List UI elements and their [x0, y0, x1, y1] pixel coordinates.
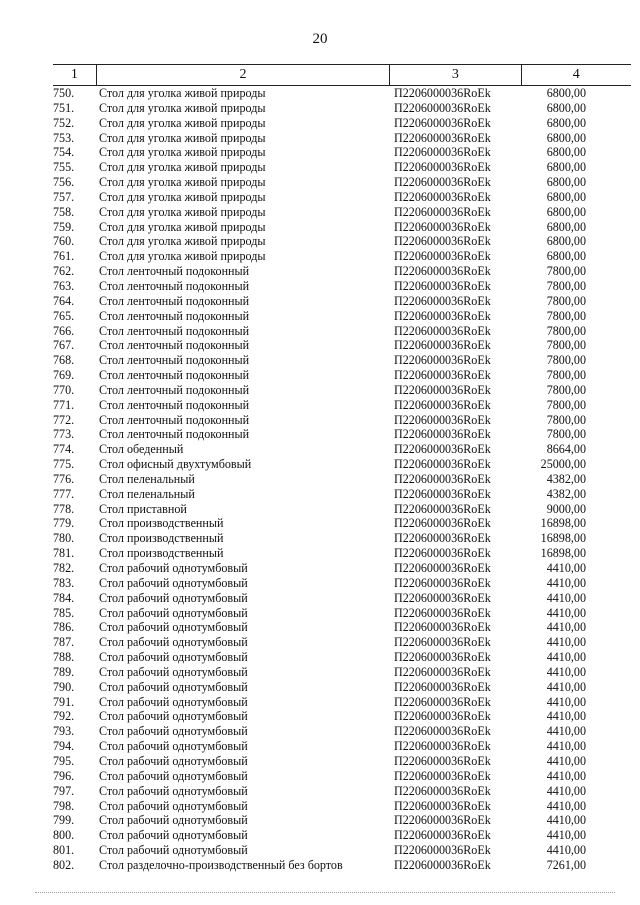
table-row — [53, 635, 631, 650]
item-name: Стол рабочий однотумбовый — [99, 813, 248, 828]
item-price: 4410,00 — [546, 635, 586, 650]
item-name: Стол рабочий однотумбовый — [99, 753, 248, 768]
item-name: Стол приставной — [99, 501, 187, 516]
item-code: П2206000036RoEk — [394, 145, 491, 160]
row-number: 750. — [53, 86, 75, 100]
table-row — [53, 531, 631, 546]
item-name: Стол для уголка живой природы — [99, 160, 266, 175]
table-row — [53, 784, 631, 799]
item-code: П2206000036RoEk — [394, 427, 491, 442]
item-code: П2206000036RoEk — [394, 115, 491, 130]
row-number: 795. — [53, 753, 75, 768]
item-price: 4410,00 — [546, 798, 586, 813]
item-name: Стол производственный — [99, 531, 224, 546]
table-row — [53, 175, 631, 190]
item-price: 6800,00 — [546, 115, 586, 130]
item-code: П2206000036RoEk — [394, 561, 491, 575]
item-name: Стол ленточный подоконный — [99, 353, 250, 368]
item-code: П2206000036RoEk — [394, 442, 491, 457]
row-number: 778. — [53, 501, 75, 516]
table-row — [53, 813, 631, 828]
row-number: 789. — [53, 664, 75, 679]
item-name: Стол для уголка живой природы — [99, 249, 266, 264]
item-price: 6800,00 — [546, 249, 586, 264]
row-number: 767. — [53, 338, 75, 353]
header-col-1: 1 — [70, 67, 78, 82]
item-price: 16898,00 — [540, 531, 586, 546]
table-row — [53, 234, 631, 249]
item-price: 4410,00 — [546, 739, 586, 754]
item-name: Стол рабочий однотумбовый — [99, 828, 248, 843]
table-row — [53, 116, 631, 131]
item-name: Стол рабочий однотумбовый — [99, 605, 248, 620]
item-price: 6800,00 — [546, 130, 586, 145]
row-number: 759. — [53, 219, 75, 234]
item-code: П2206000036RoEk — [394, 739, 491, 754]
item-code: П2206000036RoEk — [394, 86, 491, 100]
table-row — [53, 695, 631, 710]
row-number: 752. — [53, 115, 75, 130]
item-price: 7800,00 — [546, 353, 586, 368]
row-number: 773. — [53, 427, 75, 442]
row-number: 751. — [53, 100, 75, 115]
table-row — [53, 457, 631, 472]
table-row — [53, 561, 631, 576]
item-code: П2206000036RoEk — [394, 175, 491, 190]
table-row — [53, 190, 631, 205]
item-price: 7800,00 — [546, 382, 586, 397]
item-name: Стол рабочий однотумбовый — [99, 561, 248, 575]
row-number: 796. — [53, 768, 75, 783]
row-number: 797. — [53, 783, 75, 798]
item-code: П2206000036RoEk — [394, 412, 491, 427]
item-price: 4410,00 — [546, 679, 586, 694]
item-price: 4382,00 — [546, 486, 586, 501]
item-code: П2206000036RoEk — [394, 368, 491, 383]
item-price: 4410,00 — [546, 620, 586, 635]
item-name: Стол рабочий однотумбовый — [99, 739, 248, 754]
row-number: 776. — [53, 471, 75, 486]
item-name: Стол рабочий однотумбовый — [99, 635, 248, 650]
item-code: П2206000036RoEk — [394, 204, 491, 219]
item-price: 4382,00 — [546, 471, 586, 486]
item-name: Стол рабочий однотумбовый — [99, 679, 248, 694]
row-number: 780. — [53, 531, 75, 546]
item-code: П2206000036RoEk — [394, 531, 491, 546]
table-row — [53, 249, 631, 264]
table-row — [53, 220, 631, 235]
item-code: П2206000036RoEk — [394, 546, 491, 561]
row-number: 770. — [53, 382, 75, 397]
row-number: 769. — [53, 368, 75, 383]
row-number: 793. — [53, 724, 75, 739]
row-number: 775. — [53, 457, 75, 472]
row-number: 802. — [53, 857, 75, 872]
table-row — [53, 620, 631, 635]
table-row — [53, 739, 631, 754]
table-row — [53, 427, 631, 442]
item-code: П2206000036RoEk — [394, 650, 491, 665]
table-row — [53, 160, 631, 175]
item-code: П2206000036RoEk — [394, 753, 491, 768]
row-number: 761. — [53, 249, 75, 264]
table-row — [53, 398, 631, 413]
item-name: Стол для уголка живой природы — [99, 175, 266, 190]
item-code: П2206000036RoEk — [394, 323, 491, 338]
item-price: 9000,00 — [546, 501, 586, 516]
table-row — [53, 324, 631, 339]
row-number: 755. — [53, 160, 75, 175]
row-number: 794. — [53, 739, 75, 754]
row-number: 781. — [53, 546, 75, 561]
item-price: 4410,00 — [546, 843, 586, 858]
item-price: 4410,00 — [546, 590, 586, 605]
item-name: Стол рабочий однотумбовый — [99, 843, 248, 858]
item-name: Стол рабочий однотумбовый — [99, 664, 248, 679]
table-body — [53, 86, 631, 873]
item-name: Стол пеленальный — [99, 486, 195, 501]
table-row — [53, 546, 631, 561]
table-row — [53, 487, 631, 502]
item-code: П2206000036RoEk — [394, 353, 491, 368]
item-name: Стол ленточный подоконный — [99, 397, 250, 412]
row-number: 800. — [53, 828, 75, 843]
item-code: П2206000036RoEk — [394, 249, 491, 264]
item-name: Стол производственный — [99, 516, 224, 531]
table-row — [53, 754, 631, 769]
table-row — [53, 442, 631, 457]
table-row — [53, 709, 631, 724]
table-row — [53, 205, 631, 220]
item-code: П2206000036RoEk — [394, 308, 491, 323]
item-code: П2206000036RoEk — [394, 130, 491, 145]
table-row — [53, 472, 631, 487]
item-name: Стол ленточный подоконный — [99, 412, 250, 427]
item-code: П2206000036RoEk — [394, 457, 491, 472]
row-number: 791. — [53, 694, 75, 709]
footer-divider — [35, 892, 615, 894]
row-number: 788. — [53, 650, 75, 665]
item-name: Стол для уголка живой природы — [99, 145, 266, 160]
item-name: Стол рабочий однотумбовый — [99, 575, 248, 590]
item-price: 7800,00 — [546, 427, 586, 442]
table-row — [53, 680, 631, 695]
table-row — [53, 86, 631, 101]
row-number: 777. — [53, 486, 75, 501]
row-number: 753. — [53, 130, 75, 145]
item-name: Стол ленточный подоконный — [99, 427, 250, 442]
item-price: 6800,00 — [546, 100, 586, 115]
item-name: Стол ленточный подоконный — [99, 293, 250, 308]
table-row — [53, 101, 631, 116]
item-price: 4410,00 — [546, 753, 586, 768]
item-price: 6800,00 — [546, 145, 586, 160]
item-name: Стол ленточный подоконный — [99, 278, 250, 293]
row-number: 786. — [53, 620, 75, 635]
item-name: Стол рабочий однотумбовый — [99, 798, 248, 813]
table-row — [53, 591, 631, 606]
item-price: 16898,00 — [540, 546, 586, 561]
row-number: 766. — [53, 323, 75, 338]
table-row — [53, 843, 631, 858]
item-price: 7800,00 — [546, 308, 586, 323]
item-code: П2206000036RoEk — [394, 382, 491, 397]
table-row — [53, 516, 631, 531]
item-name: Стол для уголка живой природы — [99, 130, 266, 145]
item-code: П2206000036RoEk — [394, 575, 491, 590]
table-row — [53, 413, 631, 428]
item-name: Стол рабочий однотумбовый — [99, 590, 248, 605]
item-price: 25000,00 — [540, 457, 586, 472]
item-name: Стол ленточный подоконный — [99, 323, 250, 338]
item-price: 4410,00 — [546, 768, 586, 783]
item-price: 7261,00 — [546, 857, 586, 872]
item-name: Стол пеленальный — [99, 471, 195, 486]
row-number: 760. — [53, 234, 75, 249]
item-price: 4410,00 — [546, 650, 586, 665]
item-code: П2206000036RoEk — [394, 724, 491, 739]
item-name: Стол ленточный подоконный — [99, 264, 250, 279]
row-number: 768. — [53, 353, 75, 368]
item-price: 4410,00 — [546, 575, 586, 590]
item-price: 6800,00 — [546, 175, 586, 190]
item-code: П2206000036RoEk — [394, 338, 491, 353]
item-name: Стол ленточный подоконный — [99, 308, 250, 323]
table-row — [53, 368, 631, 383]
item-name: Стол для уголка живой природы — [99, 86, 266, 100]
item-name: Стол для уголка живой природы — [99, 234, 266, 249]
item-code: П2206000036RoEk — [394, 100, 491, 115]
header-col-4: 4 — [521, 65, 631, 85]
table-row — [53, 769, 631, 784]
item-code: П2206000036RoEk — [394, 768, 491, 783]
item-price: 6800,00 — [546, 204, 586, 219]
item-code: П2206000036RoEk — [394, 635, 491, 650]
row-number: 785. — [53, 605, 75, 620]
item-price: 7800,00 — [546, 368, 586, 383]
item-code: П2206000036RoEk — [394, 234, 491, 249]
item-name: Стол обеденный — [99, 442, 184, 457]
item-code: П2206000036RoEk — [394, 709, 491, 724]
item-code: П2206000036RoEk — [394, 219, 491, 234]
item-name: Стол рабочий однотумбовый — [99, 783, 248, 798]
item-price: 4410,00 — [546, 813, 586, 828]
table-row — [53, 294, 631, 309]
item-code: П2206000036RoEk — [394, 620, 491, 635]
item-price: 4410,00 — [546, 709, 586, 724]
table-row — [53, 279, 631, 294]
item-code: П2206000036RoEk — [394, 857, 491, 872]
item-code: П2206000036RoEk — [394, 828, 491, 843]
item-code: П2206000036RoEk — [394, 278, 491, 293]
table-header — [53, 64, 631, 86]
row-number: 798. — [53, 798, 75, 813]
row-number: 792. — [53, 709, 75, 724]
table-row — [53, 131, 631, 146]
item-name: Стол ленточный подоконный — [99, 382, 250, 397]
item-price: 4410,00 — [546, 561, 586, 575]
item-price: 4410,00 — [546, 828, 586, 843]
row-number: 784. — [53, 590, 75, 605]
item-code: П2206000036RoEk — [394, 813, 491, 828]
item-price: 8664,00 — [546, 442, 586, 457]
item-code: П2206000036RoEk — [394, 471, 491, 486]
item-code: П2206000036RoEk — [394, 590, 491, 605]
row-number: 771. — [53, 397, 75, 412]
row-number: 782. — [53, 561, 75, 575]
item-code: П2206000036RoEk — [394, 783, 491, 798]
table-row — [53, 353, 631, 368]
item-name: Стол производственный — [99, 546, 224, 561]
row-number: 756. — [53, 175, 75, 190]
item-code: П2206000036RoEk — [394, 516, 491, 531]
item-price: 7800,00 — [546, 264, 586, 279]
item-price: 6800,00 — [546, 86, 586, 100]
item-name: Стол для уголка живой природы — [99, 204, 266, 219]
table-row — [53, 858, 631, 873]
item-code: П2206000036RoEk — [394, 679, 491, 694]
page-number: 20 — [312, 31, 328, 47]
item-name: Стол для уголка живой природы — [99, 115, 266, 130]
table-row — [53, 828, 631, 843]
item-name: Стол рабочий однотумбовый — [99, 709, 248, 724]
item-price: 4410,00 — [546, 605, 586, 620]
table-row — [53, 502, 631, 517]
row-number: 763. — [53, 278, 75, 293]
table-row — [53, 338, 631, 353]
item-price: 7800,00 — [546, 278, 586, 293]
item-code: П2206000036RoEk — [394, 501, 491, 516]
row-number: 772. — [53, 412, 75, 427]
item-price: 16898,00 — [540, 516, 586, 531]
item-name: Стол рабочий однотумбовый — [99, 768, 248, 783]
item-name: Стол рабочий однотумбовый — [99, 650, 248, 665]
item-name: Стол для уголка живой природы — [99, 100, 266, 115]
item-code: П2206000036RoEk — [394, 293, 491, 308]
item-price: 7800,00 — [546, 323, 586, 338]
item-price: 4410,00 — [546, 664, 586, 679]
item-price: 4410,00 — [546, 724, 586, 739]
item-name: Стол разделочно-производственный без бортов — [99, 857, 343, 872]
item-name: Стол рабочий однотумбовый — [99, 724, 248, 739]
row-number: 790. — [53, 679, 75, 694]
row-number: 764. — [53, 293, 75, 308]
item-name: Стол для уголка живой природы — [99, 189, 266, 204]
table-row — [53, 576, 631, 591]
item-price: 4410,00 — [546, 694, 586, 709]
table-row — [53, 724, 631, 739]
item-price: 6800,00 — [546, 234, 586, 249]
row-number: 758. — [53, 204, 75, 219]
header-col-3: 3 — [389, 65, 520, 85]
item-name: Стол рабочий однотумбовый — [99, 694, 248, 709]
table-row — [53, 799, 631, 814]
row-number: 783. — [53, 575, 75, 590]
row-number: 757. — [53, 189, 75, 204]
item-name: Стол для уголка живой природы — [99, 219, 266, 234]
table-row — [53, 650, 631, 665]
item-code: П2206000036RoEk — [394, 664, 491, 679]
item-code: П2206000036RoEk — [394, 798, 491, 813]
item-code: П2206000036RoEk — [394, 189, 491, 204]
item-code: П2206000036RoEk — [394, 486, 491, 501]
item-price: 7800,00 — [546, 412, 586, 427]
item-code: П2206000036RoEk — [394, 397, 491, 412]
row-number: 762. — [53, 264, 75, 279]
table-row — [53, 145, 631, 160]
row-number: 801. — [53, 843, 75, 858]
table-row — [53, 606, 631, 621]
item-name: Стол офисный двухтумбовый — [99, 457, 252, 472]
item-name: Стол ленточный подоконный — [99, 368, 250, 383]
header-col-2: 2 — [96, 65, 389, 85]
item-price: 7800,00 — [546, 338, 586, 353]
table-row — [53, 264, 631, 279]
item-price: 6800,00 — [546, 160, 586, 175]
item-price: 6800,00 — [546, 189, 586, 204]
item-price: 7800,00 — [546, 293, 586, 308]
item-name: Стол рабочий однотумбовый — [99, 620, 248, 635]
row-number: 754. — [53, 145, 75, 160]
item-code: П2206000036RoEk — [394, 843, 491, 858]
row-number: 765. — [53, 308, 75, 323]
item-price: 6800,00 — [546, 219, 586, 234]
item-code: П2206000036RoEk — [394, 605, 491, 620]
item-code: П2206000036RoEk — [394, 694, 491, 709]
item-price: 7800,00 — [546, 397, 586, 412]
table-row — [53, 383, 631, 398]
item-code: П2206000036RoEk — [394, 160, 491, 175]
row-number: 787. — [53, 635, 75, 650]
table-row — [53, 665, 631, 680]
table-row — [53, 309, 631, 324]
row-number: 799. — [53, 813, 75, 828]
row-number: 779. — [53, 516, 75, 531]
item-code: П2206000036RoEk — [394, 264, 491, 279]
item-price: 4410,00 — [546, 783, 586, 798]
item-name: Стол ленточный подоконный — [99, 338, 250, 353]
row-number: 774. — [53, 442, 75, 457]
